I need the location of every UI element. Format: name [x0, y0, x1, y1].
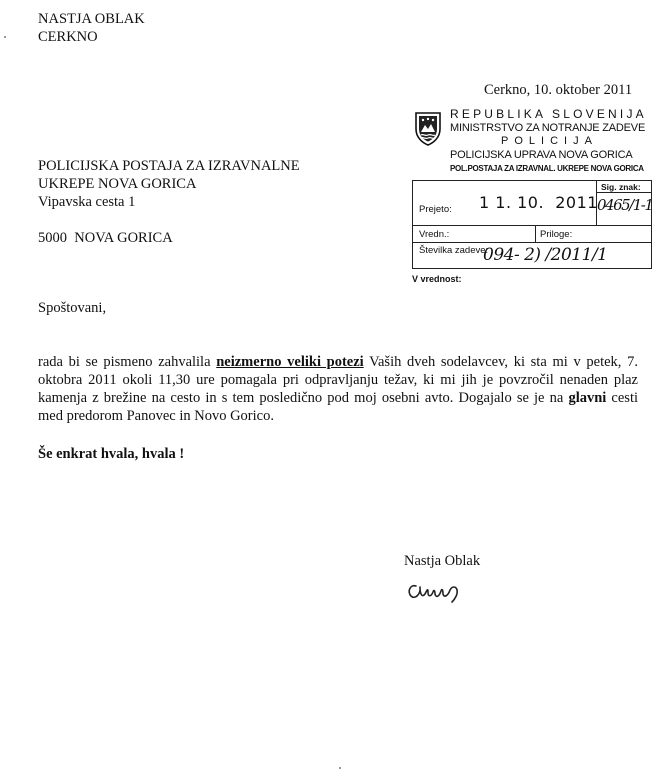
place-and-date: Cerkno, 10. oktober 2011	[484, 82, 633, 98]
sender-address	[38, 10, 145, 46]
handwritten-signature	[404, 572, 484, 606]
body-text-1: rada bi se pismeno zahvalila	[38, 354, 217, 370]
letter-body	[38, 353, 638, 425]
recipient-line-2: UKREPE NOVA GORICA	[38, 176, 197, 192]
sender-name: NASTJA OBLAK	[38, 11, 145, 27]
value-label: Vredn.:	[419, 229, 450, 240]
recipient-address	[38, 157, 300, 247]
emphasis-glavni: glavni	[568, 390, 607, 406]
body-text-2: Vaših dveh sodelavcev, ki sta mi v petek, 7. oktobra 2011 okoli 11,30 ure pomagala pri odpravljanju težav, ki mi jih je povzročil nenaden plaz kamenja z brežine na cesto in s tem posledično pod moj osebni avto. Dogajalo se je na	[38, 354, 638, 406]
stamp-header	[413, 107, 653, 179]
greeting: Spoštovani,	[38, 300, 107, 316]
received-date: 1 1. 10. 2011	[479, 193, 598, 212]
case-number-value: 094- 2) /2011/1	[483, 245, 608, 265]
stamp-directorate: POLICIJSKA UPRAVA NOVA GORICA	[450, 149, 633, 161]
in-value-label: V vrednost:	[412, 274, 462, 284]
body-text-3: cesti med predorom Panovec in Novo Gorico.	[38, 390, 639, 424]
received-label: Prejeto:	[419, 204, 452, 215]
attachments-label: Priloge:	[540, 229, 573, 240]
recipient-postal: 5000 NOVA GORICA	[38, 230, 173, 246]
stamp-station: POL.POSTAJA ZA IZRAVNAL. UKREPE NOVA GORICA	[450, 164, 644, 173]
sig-label: Sig. znak:	[601, 182, 641, 192]
closing-thanks: Še enkrat hvala, hvala !	[38, 446, 185, 462]
signature-block	[404, 552, 484, 606]
sig-value: 0465/1-1	[597, 196, 653, 214]
recipient-line-1: POLICIJSKA POSTAJA ZA IZRAVNALNE	[38, 158, 300, 174]
sender-town: CERKNO	[38, 29, 98, 45]
stamp-ministry: MINISTRSTVO ZA NOTRANJE ZADEVE	[450, 122, 646, 134]
receipt-stamp	[412, 180, 652, 269]
emphasis-neizmerno: neizmerno veliki potezi	[216, 354, 364, 370]
stamp-police: POLICIJA	[501, 135, 598, 147]
signatory-name: Nastja Oblak	[404, 553, 481, 569]
slovenia-coat-of-arms-icon	[413, 111, 443, 147]
stamp-country: REPUBLIKA SLOVENIJA	[450, 107, 647, 121]
recipient-street: Vipavska cesta 1	[38, 194, 136, 210]
case-number-label: Številka zadeve:	[419, 245, 489, 256]
